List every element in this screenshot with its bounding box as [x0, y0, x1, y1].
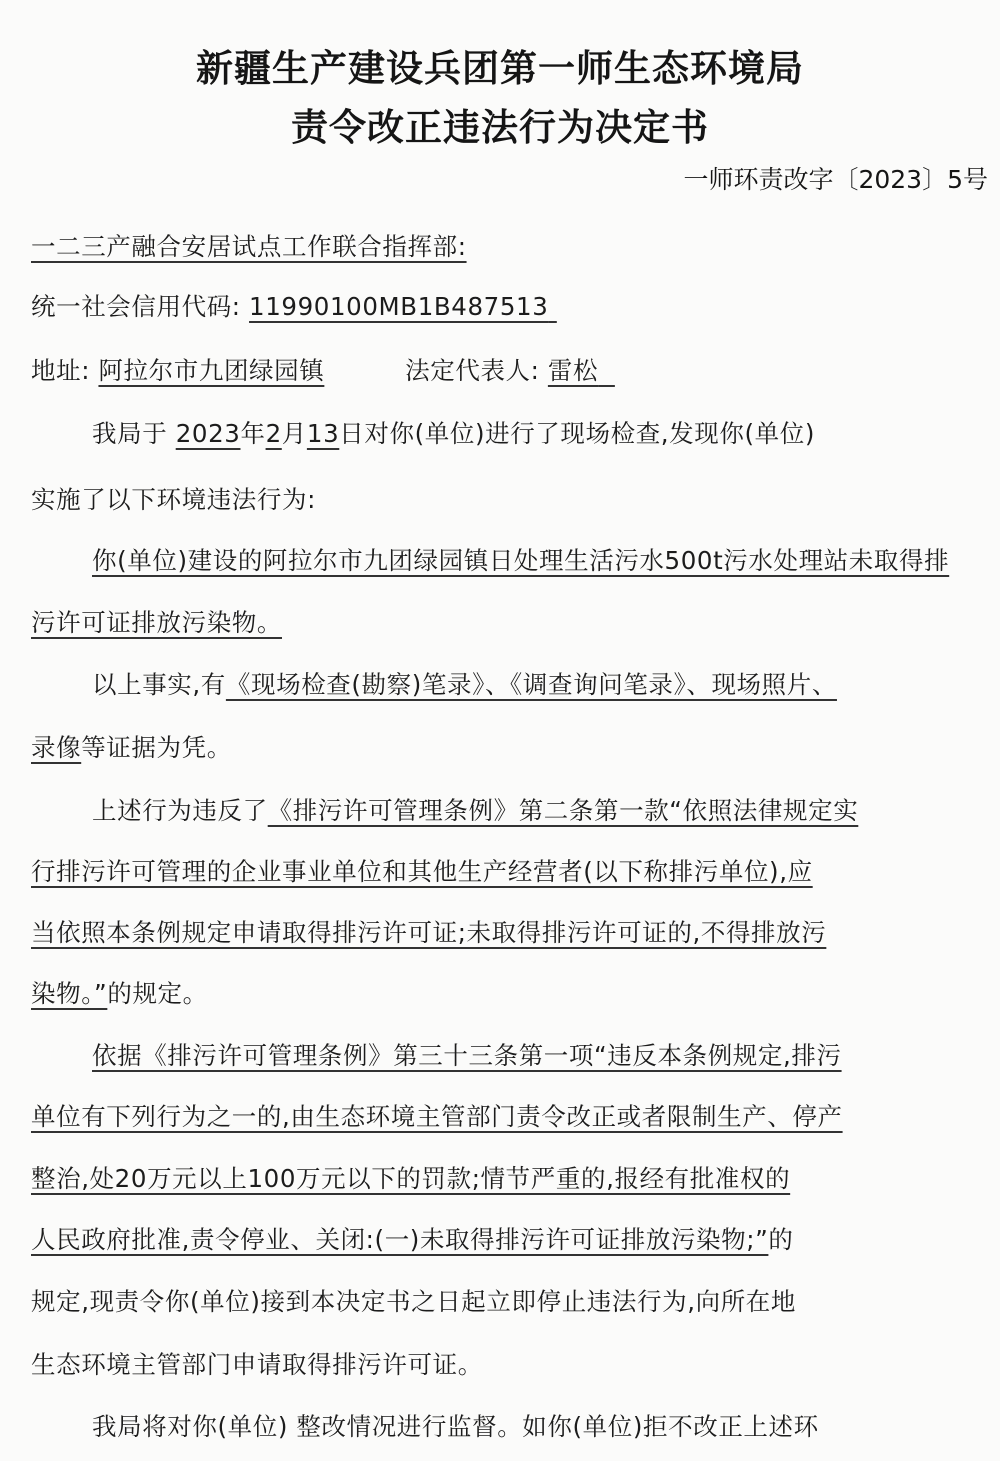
inspection-year: 2023: [175, 419, 241, 448]
penalty-basis-line-5: 规定,现责令你(单位)接到本决定书之日起立即停止违法行为,向所在地: [31, 1287, 796, 1316]
inspection-paragraph-line-1: 我局于 2023年2月13日对你(单位)进行了现场检查,发现你(单位): [92, 419, 816, 448]
legal-basis-line-4: 染物。”的规定。: [31, 979, 208, 1008]
document-number: 一师环责改字〔2023〕5号: [683, 165, 988, 194]
document-title: 责令改正违法行为决定书: [291, 105, 709, 149]
legal-basis-line-3: 当依照本条例规定申请取得排污许可证;未取得排污许可证的,不得排放污: [31, 918, 827, 947]
address-value: 阿拉尔市九团绿园镇: [98, 356, 325, 385]
penalty-basis-line-3: 整治,处20万元以上100万元以下的罚款;情节严重的,报经有批准权的: [31, 1164, 791, 1193]
address-row: [31, 352, 615, 387]
legal-rep-value: 雷松: [547, 356, 599, 385]
supervision-line-1: 我局将对你(单位) 整改情况进行监督。如你(单位)拒不改正上述环: [92, 1412, 819, 1441]
agency-title: 新疆生产建设兵团第一师生态环境局: [196, 46, 804, 90]
evidence-line-2: 录像等证据为凭。: [31, 733, 232, 762]
address-label: 地址:: [31, 356, 91, 385]
inspection-paragraph-line-2: 实施了以下环境违法行为:: [31, 485, 316, 514]
penalty-basis-line-4: 人民政府批准,责令停业、关闭:(一)未取得排污许可证排放污染物;”的: [31, 1225, 794, 1254]
violation-line-1: 你(单位)建设的阿拉尔市九团绿园镇日处理生活污水500t污水处理站未取得排: [92, 546, 950, 575]
evidence-line-1: 以上事实,有《现场检查(勘察)笔录》、《调查询问笔录》、现场照片、: [92, 670, 837, 699]
recipient-name: 一二三产融合安居试点工作联合指挥部:: [31, 232, 467, 261]
credit-code-value: 11990100MB1B487513: [249, 292, 549, 321]
inspection-day: 13: [306, 419, 340, 448]
legal-rep-label: 法定代表人:: [405, 356, 540, 385]
penalty-basis-line-1: 依据《排污许可管理条例》第三十三条第一项“违反本条例规定,排污: [92, 1041, 842, 1070]
legal-basis-line-2: 行排污许可管理的企业事业单位和其他生产经营者(以下称排污单位),应: [31, 857, 813, 886]
inspection-month: 2: [265, 419, 282, 448]
legal-basis-line-1: 上述行为违反了《排污许可管理条例》第二条第一款“依照法律规定实: [92, 796, 859, 825]
penalty-basis-line-2: 单位有下列行为之一的,由生态环境主管部门责令改正或者限制生产、停产: [31, 1102, 843, 1131]
credit-code-label: 统一社会信用代码:: [31, 292, 241, 321]
penalty-basis-line-6: 生态环境主管部门申请取得排污许可证。: [31, 1350, 483, 1379]
violation-line-2: 污许可证排放污染物。: [31, 608, 282, 637]
credit-code-row: [31, 288, 557, 323]
